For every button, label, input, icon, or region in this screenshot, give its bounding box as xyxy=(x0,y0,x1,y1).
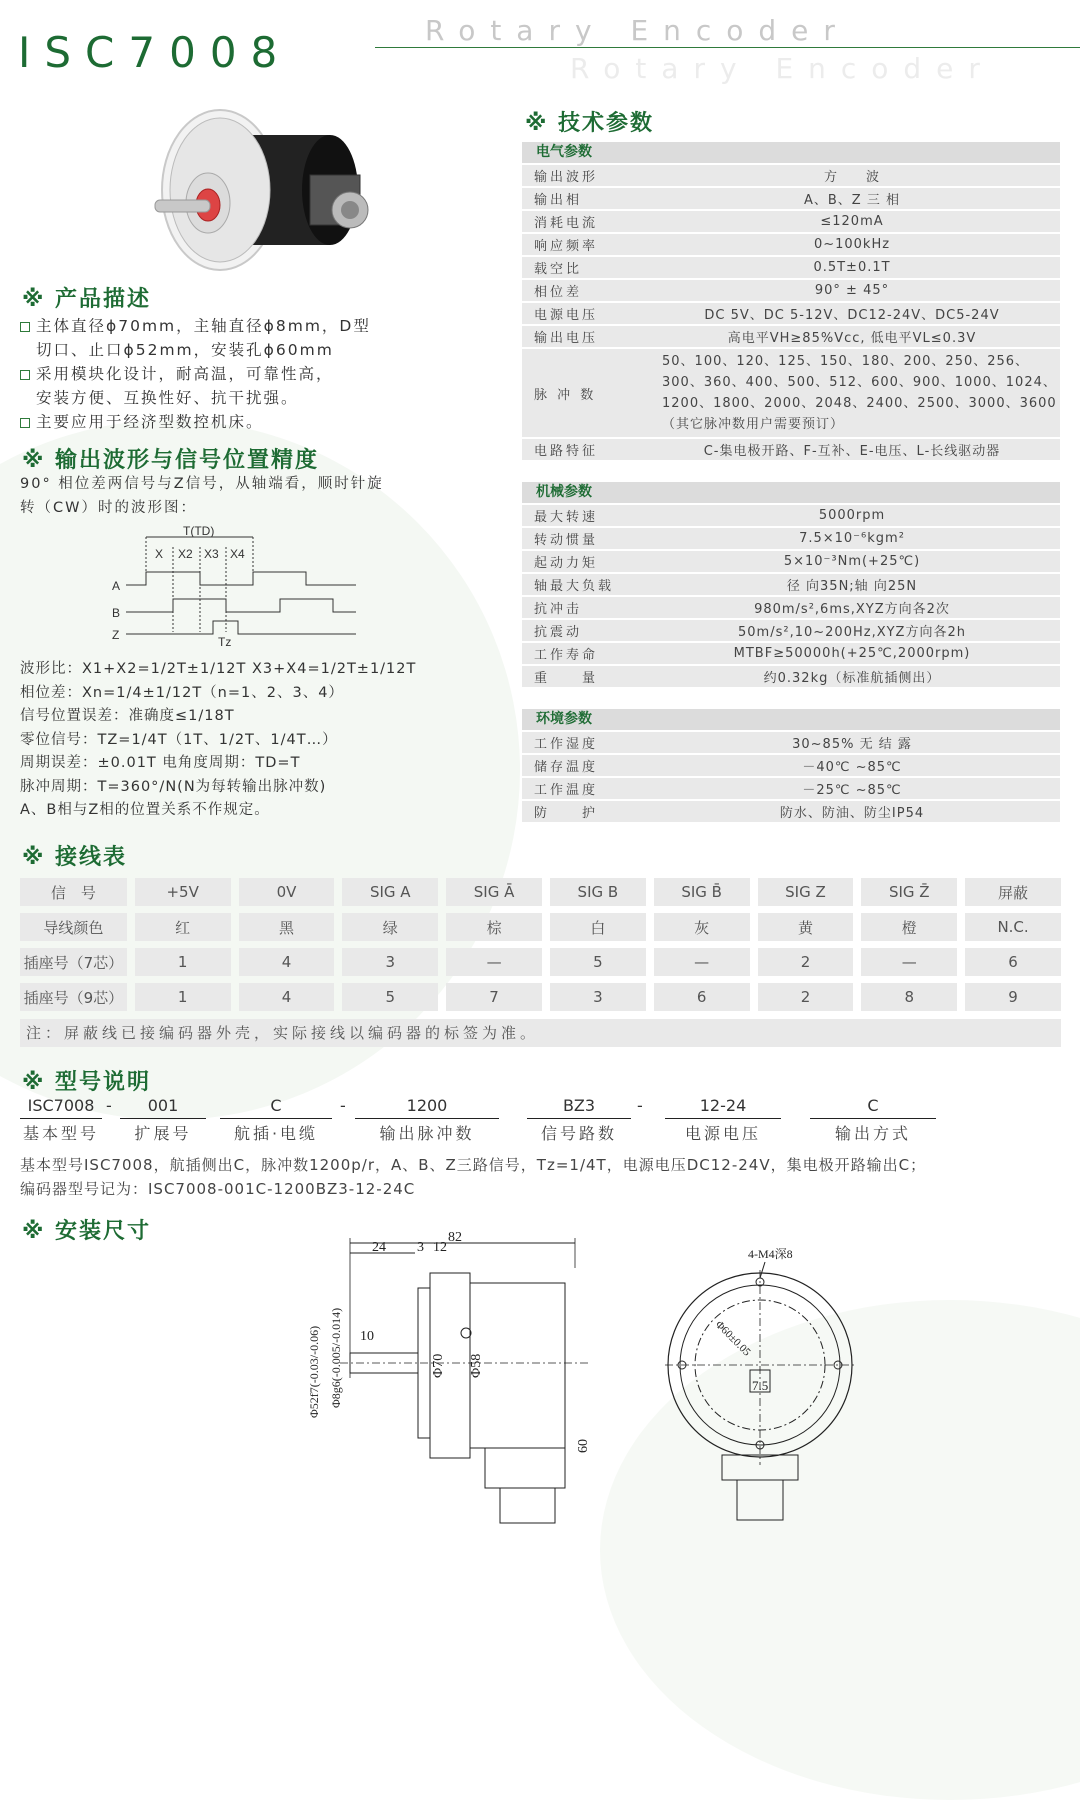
spec-category-environment: 环境参数 xyxy=(522,709,1060,730)
spec-row: 输出相 A、B、Z 三 相 xyxy=(522,188,1060,209)
spec-row: 轴最大负载 径 向35N;轴 向25N xyxy=(522,574,1060,595)
spec-row: 工作湿度 30~85% 无 结 露 xyxy=(522,732,1060,753)
svg-text:X: X xyxy=(155,547,164,561)
waveform-intro: 90° 相位差两信号与Z信号，从轴端看，顺时针旋 转（CW）时的波形图： xyxy=(20,476,384,516)
svg-text:X3: X3 xyxy=(204,547,219,561)
bullet-icon xyxy=(20,418,30,428)
header-rule xyxy=(375,47,1080,48)
svg-text:Φ70: Φ70 xyxy=(431,1353,446,1378)
svg-text:B: B xyxy=(112,606,121,620)
front-view-drawing xyxy=(660,1240,870,1534)
section-title-wiring: ※ 接线表 xyxy=(22,845,128,870)
svg-text:Φ52f7(-0.03/-0.06): Φ52f7(-0.03/-0.06) xyxy=(307,1325,321,1418)
svg-text:Φ58: Φ58 xyxy=(469,1353,484,1378)
svg-text:7.5: 7.5 xyxy=(752,1378,769,1393)
bullet-icon xyxy=(20,370,30,380)
description-item: 采用模块化设计，耐高温，可靠性高， 安装方便、互换性好、抗干扰强。 xyxy=(20,362,450,410)
section-title-waveform: ※ 输出波形与信号位置精度 xyxy=(22,448,320,473)
spec-row: 输出波形 方 波 xyxy=(522,165,1060,186)
waveform-diagram xyxy=(108,522,368,656)
spec-row: 响应频率 0~100kHz xyxy=(522,234,1060,255)
svg-text:3: 3 xyxy=(417,1240,424,1255)
svg-text:T(TD): T(TD) xyxy=(183,524,215,538)
svg-text:4-M4深8: 4-M4深8 xyxy=(748,1247,793,1261)
bullet-icon xyxy=(20,322,30,332)
section-title-model: ※ 型号说明 xyxy=(22,1070,152,1095)
spec-row: 载空比 0.5T±0.1T xyxy=(522,257,1060,278)
spec-row: 转动惯量 7.5×10⁻⁶kgm² xyxy=(522,528,1060,549)
svg-text:Φ8g6(-0.005/-0.014): Φ8g6(-0.005/-0.014) xyxy=(329,1307,343,1408)
svg-text:Φ60±0.05: Φ60±0.05 xyxy=(712,1318,753,1359)
spec-row: 抗冲击 980m/s²,6ms,XYZ方向各2次 xyxy=(522,597,1060,618)
spec-row: 重 量 约0.32kg（标准航插侧出） xyxy=(522,666,1060,687)
description-item: 主要应用于经济型数控机床。 xyxy=(20,410,450,434)
waveform-specs: 波形比：X1+X2=1/2T±1/12T X3+X4=1/2T±1/12T 相位差：Xn=1/4±1/12T（n=1、2、3、4） 信号位置误差：准确度≤1/18T 零位信号：TZ=1/4T（1T、1/2T、1/4T…） 周期误差：±0.01T 电角度周期：TD=T 脉冲周期：T=360°/N(N为每转输出脉冲数) A、B相与Z相的位置关系不作规定。 xyxy=(20,661,417,818)
subtitle: Rotary Encoder xyxy=(425,14,850,47)
svg-text:Z: Z xyxy=(112,628,120,642)
spec-row-pulse: 脉 冲 数 50、100、120、125、150、180、200、250、256、 300、360、400、500、512、600、900、1000、1024、 1200、1800、2000、2048、2400、2500、3000、3600 （其它脉冲数用户需要预订） xyxy=(522,349,1060,437)
spec-category-electrical: 电气参数 xyxy=(522,142,1060,163)
description-item: 主体直径ϕ70mm，主轴直径ϕ8mm，D型 切口、止口ϕ52mm，安装孔ϕ60mm xyxy=(20,314,450,362)
svg-text:82: 82 xyxy=(448,1230,462,1245)
encoder-product-image xyxy=(150,95,390,284)
spec-row: 输出电压 高电平VH≥85%Vcc, 低电平VL≤0.3V xyxy=(522,326,1060,347)
model-example: 基本型号ISC7008，航插侧出C，脉冲数1200p/r，A、B、Z三路信号，Tz=1/4T，电源电压DC12-24V，集电极开路输出C； 编码器型号记为：ISC7008-001C-1200BZ3-12-24C xyxy=(20,1156,927,1198)
spec-table xyxy=(522,142,1060,824)
section-title-spec: ※ 技术参数 xyxy=(525,111,655,136)
spec-row: 起动力矩 5×10⁻³Nm(+25℃) xyxy=(522,551,1060,572)
section-title-install: ※ 安装尺寸 xyxy=(22,1219,152,1244)
svg-text:A: A xyxy=(112,579,121,593)
description-list xyxy=(20,314,450,434)
spec-row: 工作温度 －25℃ ~85℃ xyxy=(522,778,1060,799)
svg-text:24: 24 xyxy=(372,1240,386,1255)
side-view-drawing xyxy=(290,1228,620,1532)
spec-row: 最大转速 5000rpm xyxy=(522,505,1060,526)
model-title: ISC7008 xyxy=(18,28,292,77)
spec-row: 工作寿命 MTBF≥50000h(+25℃,2000rpm) xyxy=(522,643,1060,664)
spec-row: 电源电压 DC 5V、DC 5-12V、DC12-24V、DC5-24V xyxy=(522,303,1060,324)
wiring-table xyxy=(20,878,1061,1018)
spec-row: 抗震动 50m/s²,10~200Hz,XYZ方向各2h xyxy=(522,620,1060,641)
spec-row: 防 护 防水、防油、防尘IP54 xyxy=(522,801,1060,822)
wiring-row-signal: 信 号 +5V 0V SIG A SIG Ā SIG B SIG B̄ SIG Z SIG Z̄ 屏蔽 xyxy=(20,878,1061,906)
wiring-row-7pin: 插座号（7芯） 1 4 3 — 5 — 2 — 6 xyxy=(20,948,1061,976)
spec-row: 储存温度 －40℃ ~85℃ xyxy=(522,755,1060,776)
svg-text:60: 60 xyxy=(576,1439,591,1453)
model-code-breakdown: ISC7008 - 001 C - 1200 BZ3 - 12-24 C 基本型号 扩展号 航插·电缆 输出脉冲数 信号路数 电源电压 输出方式 xyxy=(20,1096,960,1146)
subtitle-ghost: Rotary Encoder xyxy=(570,52,995,85)
svg-text:12: 12 xyxy=(433,1240,447,1255)
svg-text:X2: X2 xyxy=(178,547,193,561)
spec-row: 相位差 90° ± 45° xyxy=(522,280,1060,301)
wiring-note: 注：屏蔽线已接编码器外壳，实际接线以编码器的标签为准。 xyxy=(20,1019,1061,1047)
wiring-row-9pin: 插座号（9芯） 1 4 5 7 3 6 2 8 9 xyxy=(20,983,1061,1011)
spec-row: 消耗电流 ≤120mA xyxy=(522,211,1060,232)
section-title-description: ※ 产品描述 xyxy=(22,287,152,312)
spec-category-mechanical: 机械参数 xyxy=(522,482,1060,503)
wiring-row-color: 导线颜色 红 黑 绿 棕 白 灰 黄 橙 N.C. xyxy=(20,913,1061,941)
svg-text:X4: X4 xyxy=(230,547,245,561)
spec-row: 电路特征 C-集电极开路、F-互补、E-电压、L-长线驱动器 xyxy=(522,439,1060,460)
svg-text:10: 10 xyxy=(360,1329,374,1344)
svg-text:Tz: Tz xyxy=(218,635,232,649)
